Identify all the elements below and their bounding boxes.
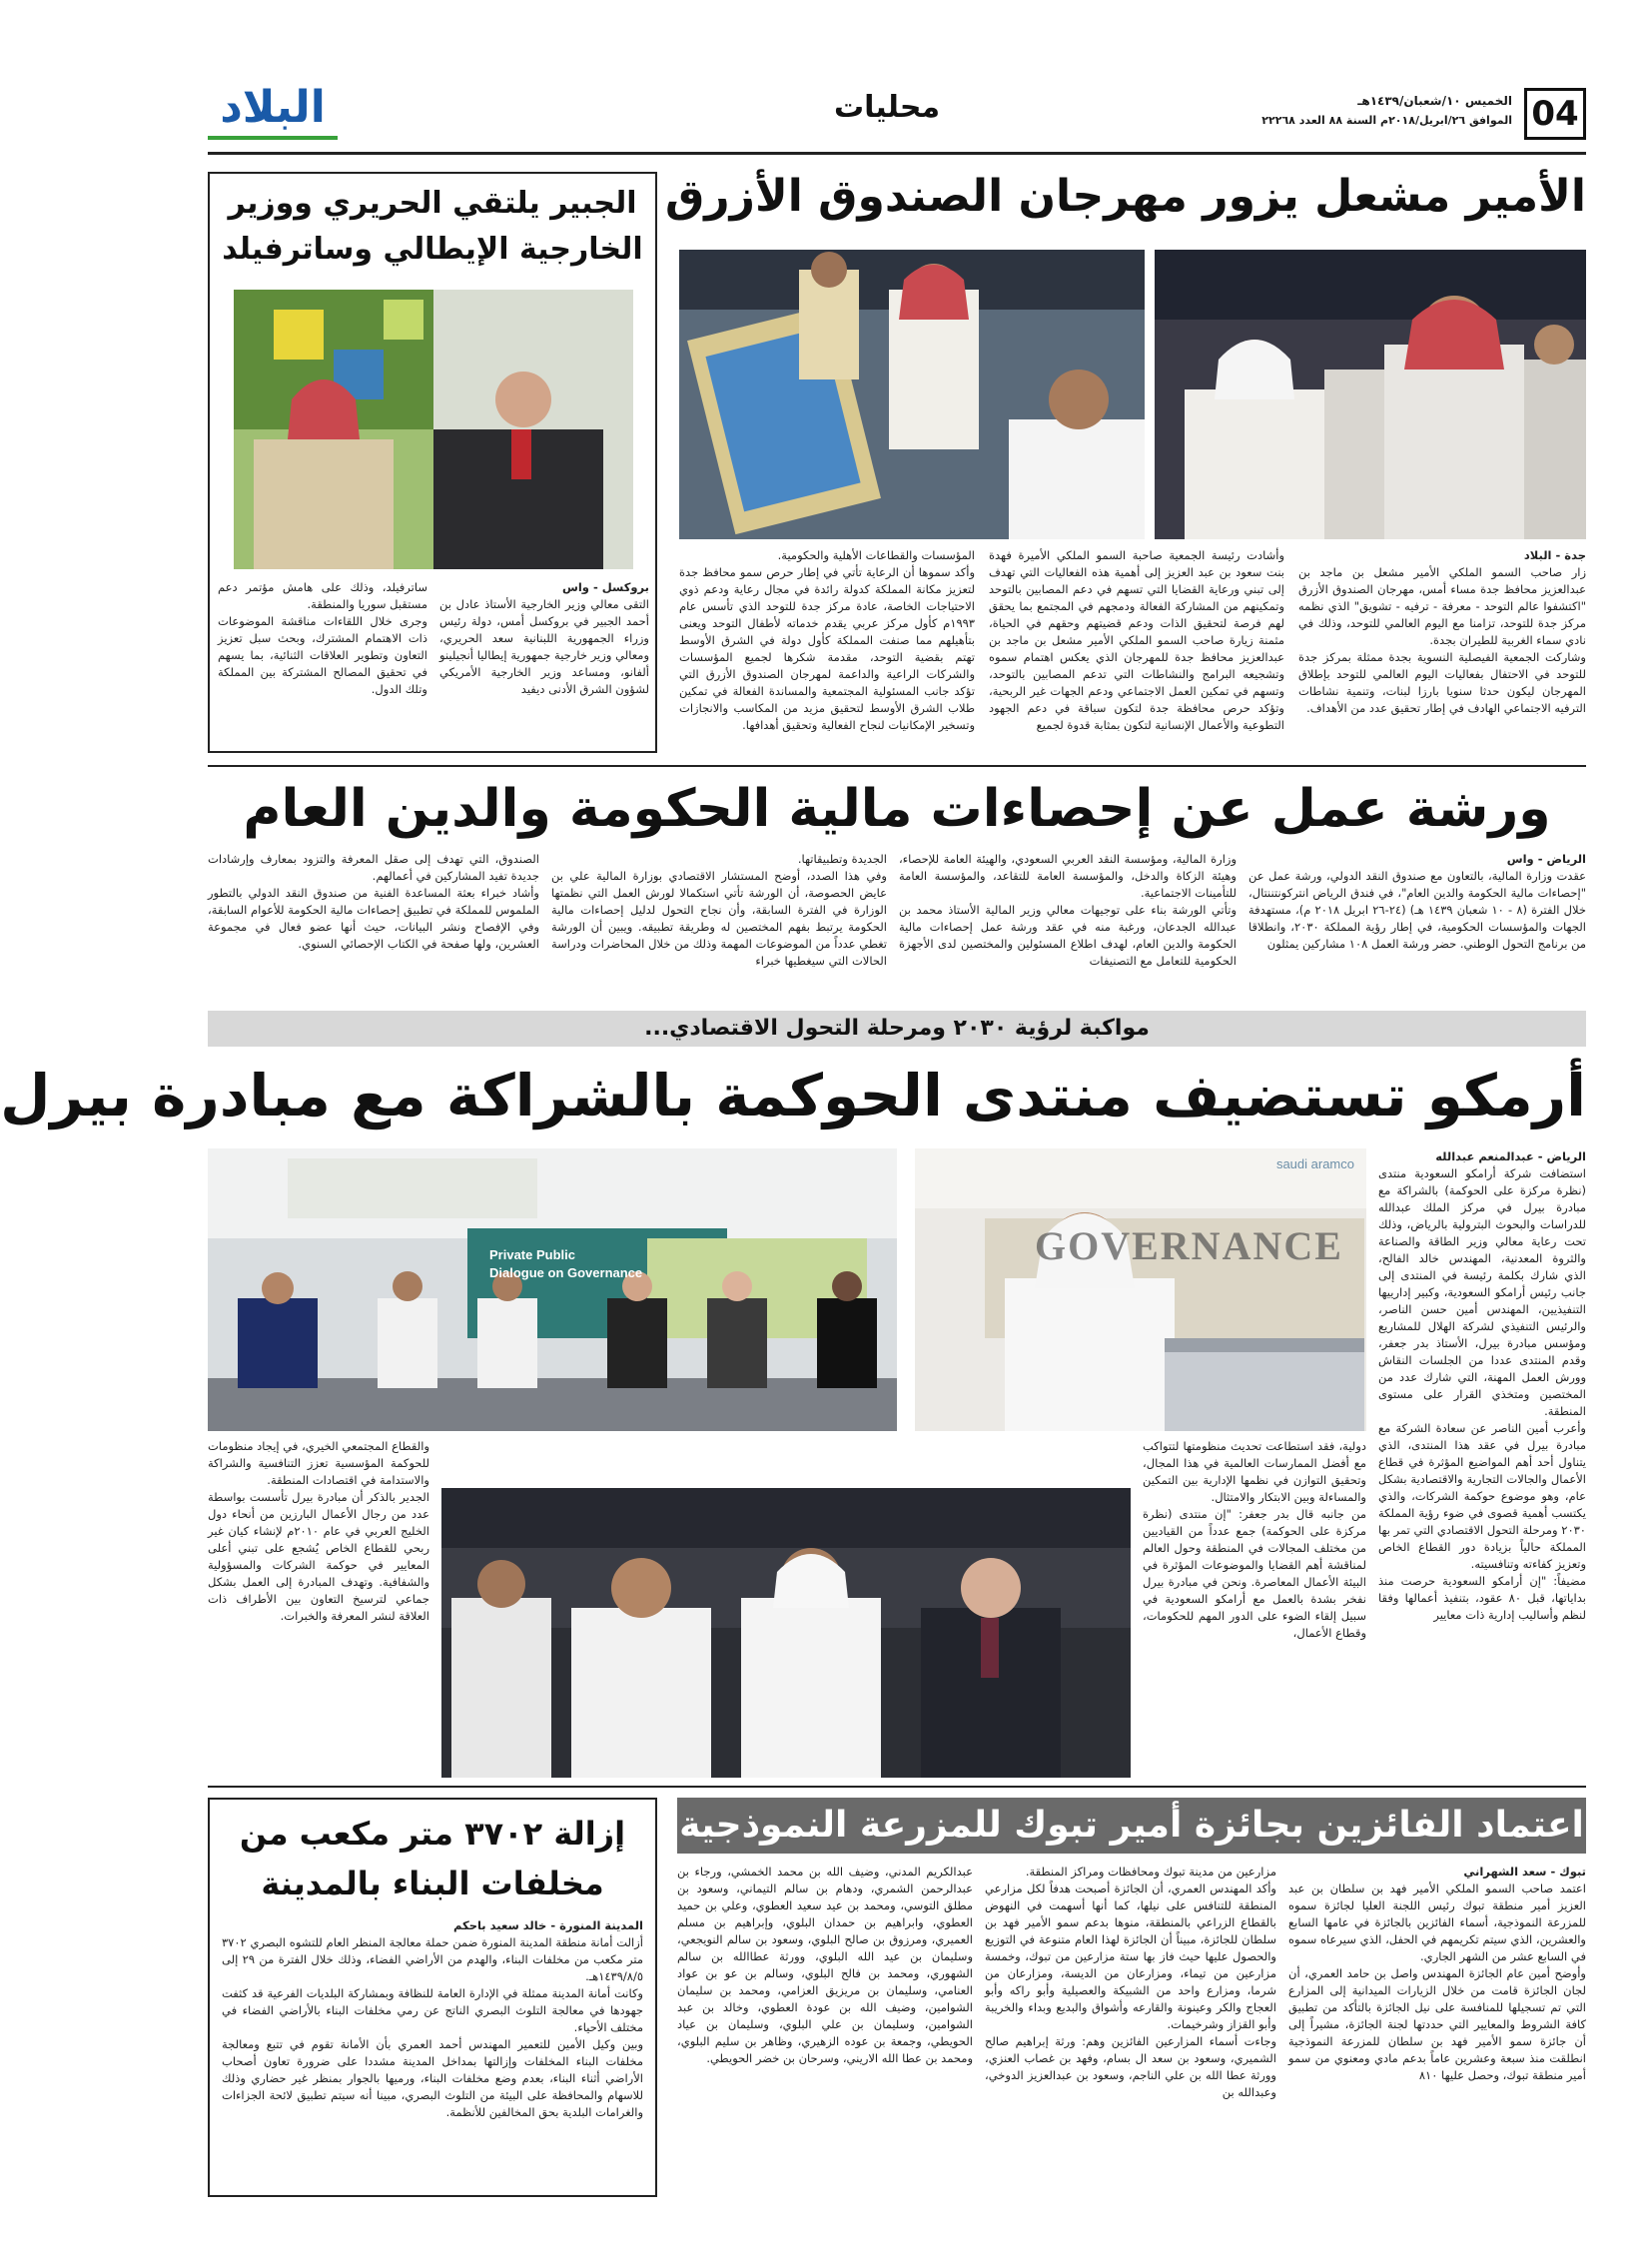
festival-byline: جدة - البلاد	[1523, 548, 1586, 562]
festival-col-3: المؤسسات والقطاعات الأهلية والحكومية. وأكد سموها أن الرعاية تأتي في إطار حرص سمو محافظ جدة لتعزيز مكانة المملكة كدولة رائدة في مجال رعاية ودعم ذوي الاحتياجات الخاصة، عادة مركز جدة للتوحد الذي تأسس عام ١٩٩٣م كأول مركز عربي يقدم خدماته لأطفال التوحد ويعنى بتأهيلهم مما صنفت المملكة كأول دولة في الشرق الأوسط تهتم بقضية التوحد، مقدمة شكرها لجميع المؤسسات والشركات الراعية والداعمة لمهرجان الصندوق الأزرق التي تؤكد جانب المسئولية المجتمعية والمساندة الفعالة في تمكين طلاب الشرق الأوسط لتحقيق مزيد من المكاسب والانجازات وتسخير الإمكانيات لنجاح الفعالية وتحقيق أهدافها.	[679, 548, 975, 732]
photo-painting-activity	[679, 250, 1145, 539]
masthead	[208, 80, 1586, 150]
jubeir-col-1	[439, 579, 649, 744]
date-line-2: الموافق ٢٦/ابريل/٢٠١٨م السنة ٨٨ العدد ٢٢٢٦٨	[1261, 114, 1512, 127]
workshop-text-1: عقدت وزارة المالية، بالتعاون مع صندوق النقد الدولي، ورشة عمل عن "إحصاءات مالية الحكومة والدين العام"، في فندق الرياض انتركونتننتال، خلال الفترة (٨ - ١٠ شعبان ١٤٣٩ هـ) (٢٤-٢٦ ابريل ٢٠١٨ م)، مستهدفة الجهات والمؤسسات الحكومية، في إطار رؤية المملكة ٢٠٣٠، وانطلاقا من برنامج التحول الوطني. حضر ورشة العمل ١٠٨ مشاركين يمثلون	[1248, 869, 1586, 951]
tabuk-byline: تبوك - سعد الشهراني	[1463, 1865, 1586, 1878]
panel-sign-line-1: Private Public	[489, 1247, 575, 1262]
page-number-box	[1524, 88, 1586, 140]
festival-text-1: زار صاحب السمو الملكي الأمير مشعل بن ماجد بن عبدالعزيز محافظ جدة مساء أمس، مهرجان الصندوق الأزرق "اكتشفوا عالم التوحد - معرفة - ترفيه - تشويق" الذي نظمه مركز جدة للتوحد، تزامنا مع اليوم العالمي للتوحد، وذلك في نادي سماء الغربية للطيران بجدة. وشاركت الجمعية الفيصلية النسوية بجدة ممثلة بمركز جدة للتوحد في الاحتفال بفعاليات اليوم العالمي للتوحد بإطلاق المهرجان ليكون حدثا سنويا بارزا لبنات، وتنمية نشاطات الترفيه الاجتماعي الهادف في إطار تحقيق عدد من الأهداف.	[1298, 565, 1586, 715]
panel-sign	[489, 1246, 719, 1282]
photo-minister-podium	[915, 1148, 1366, 1431]
festival-col-2: وأشادت رئيسة الجمعية صاحبة السمو الملكي الأميرة فهدة بنت سعود بن عبد العزيز إلى أهمية هذه الفعاليات التي تهدف إلى تبني ورعاية القضايا التي تسهم في دعم المصابين بالتوحد وتمكينهم من المشاركة الفعالة ودمجهم في المجتمع بما يحقق لهم فرصة لتحقيق الذات ودعم قضيتهم وحقهم في الحياة، مثمنة زيارة صاحب السمو الملكي الأمير مشعل بن ماجد بن عبدالعزيز محافظ جدة للمهرجان الذي يعكس اهتمام سموه وتشجيعه البرامج والنشاطات التي تدعم المصابين بالتوحد، وتسهم في تمكين العمل الاجتماعي ودعم الجهات غير الربحية، وتؤكد حرص محافظة جدة لتكون سباقة في دعم الجهود التطوعية والأعمال الإنسانية لتكون بمثابة قدوة لجميع	[989, 548, 1284, 732]
section-title: محليات	[833, 90, 941, 125]
logo-text: البلاد	[220, 82, 326, 133]
masthead-rule	[208, 152, 1586, 155]
aramco-byline: الرياض - عبدالمنعم عبدالله	[1435, 1149, 1586, 1163]
aramco-banner-logo: saudi aramco	[1275, 1156, 1354, 1171]
aramco-col-2: دولية، فقد استطاعت تحديث منظومتها لتتواكب مع أفضل الممارسات العالمية في هذا المجال، وتحقيق التوازن في نظمها الإدارية بين التمكين والمساءلة وبين الابتكار والامتثال. من جانبه قال بدر جعفر: "إن منتدى (نظرة مركزة على الحوكمة) جمع عدداً من القياديين من مختلف المجالات في المنطقة وحول العالم لمناقشة أهم القضايا والموضوعات المؤثرة في البيئة الأعمال المعاصرة. ونحن في مبادرة بيرل نفخر بشدة بالعمل مع أرامكو السعودية في سبيل إلقاء الضوء على الدور المهم للحكومات، وقطاع الأعمال،	[1143, 1439, 1366, 1640]
tabuk-col-3: عبدالكريم المدني، وضيف الله بن محمد الخمشي، ورجاء بن عبدالرحمن الشمري، ودهام بن سالم التيماني، وسعود بن مطلق التوسي، ومحمد بن عيد سعيد العطوي، وعلي بن حميد العطوي، وابراهيم بن حمدان البلوي، وإبراهيم بن مسلم العميري، ومرزوق بن صالح البلوي، وسعود بن سالم النويجعي، وسليمان بن عيد الله البلوي، وورثة عطاالله بن سالم الشهوري، ومحمد بن فالح البلوي، وسالم بن عو بن عواد العنامي، وسليمان بن مريزيق العزامي، ومحمد بن سليمان الشوامين، وضيف الله بن عودة العطوي، وخالد بن عبد الشوامين، وسليمان بن علي البلوي، وسليمان بن عياد الحويطي، وجمعة بن عوده الزهيري، وظاهر بن سليم البلوي، ومحمد بن عطا الله الاريني، وسرحان بن خضر الحويطي.	[677, 1865, 973, 2065]
festival-headline: الأمير مشعل يزور مهرجان الصندوق الأزرق	[664, 171, 1586, 222]
tabuk-headline: اعتماد الفائزين بجائزة أمير تبوك للمزرعة النموذجية	[679, 1805, 1584, 1846]
logo-underline	[208, 136, 338, 140]
panel-sign-line-2: Dialogue on Governance	[489, 1265, 643, 1280]
jubeir-text-1: التقى معالي وزير الخارجية الأستاذ عادل بن أحمد الجبير في بروكسل أمس، دولة رئيس وزراء الجمهورية اللبنانية سعد الحريري، ومعالي وزير خارجية جمهورية إيطاليا أنجيلينو ألفانو، ومساعد وزير الخارجية الأمريكي لشؤون الشرق الأدنى ديفيد	[439, 597, 649, 696]
aramco-text-1: استضافت شركة أرامكو السعودية منتدى (نظرة مركزة على الحوكمة) بالشراكة مع مبادرة بيرل في مركز الملك عبدالله للدراسات والبحوث البترولية بالرياض، وذلك تحت رعاية معالي وزير الطاقة والصناعة والثروة المعدنية، المهندس خالد الفالح، الذي شارك بكلمة رئيسة في المنتدى إلى جانب رئيس أرامكو السعودية، وكبير إدارييها التنفيذيين، المهندس أمين حسن الناصر، والرئيس التنفيذي لشركة الهلال للمشاريع ومؤسس مبادرة بيرل، الأستاذ بدر جعفر، وقدم المنتدى عددا من الجلسات النقاش وورش العمل المهنة، التي شارك عدد من المختصين ومتخذي القرار على مستوى المنطقة. وأعرب أمين الناصر عن سعادة الشركة مع مبادرة بيرل في عقد هذا المنتدى، الذي يتناول أحد أهم المواضيع المؤثرة في قطاع الأعمال والجالات التجارية والاقتصادية بشكل عام، وهو موضوع حوكمة الشركات، والذي يكتسب أهمية قصوى في ضوء رؤية المملكة ٢٠٣٠ ومرحلة التحول الاقتصادي التي تمر بها المملكة حالياً بزيادة دور القطاع الخاص وتعزيز كفاءته وتنافسيته. مضيفاً: "إن أرامكو السعودية حرصت منذ بداياتها، قبل ٨٠ عقود، بتنفيذ أعمالها وفقا لنظم وأساليب إدارية ذات معايير	[1378, 1166, 1586, 1622]
debris-col-1	[222, 1917, 643, 2189]
jubeir-col-2: ساترفيلد، وذلك على هامش مؤتمر دعم مستقبل سوريا والمنطقة. وجرى خلال اللقاءات مناقشة الموضوعات ذات الاهتمام المشترك، وبحث سبل تعزيز التعاون وتطوير العلاقات الثنائية، بما يسهم في تحقيق المصالح المشتركة بين المملكة وتلك الدول.	[218, 580, 427, 696]
tabuk-text-1: اعتمد صاحب السمو الملكي الأمير فهد بن سلطان بن عبد العزيز أمير منطقة تبوك رئيس اللجنة العليا لجائزة سموه للمزرعة النموذجية، أسماء الفائزين بالجائزة في عامها السابع والعشرين، الذي سيتم تكريمهم في الحفل، الذي سيرعاه سموه في السابع عشر من الشهر الجاري. وأوضح أمين عام الجائزة المهندس واصل بن حامد العمري، أن لجان الجائزة قامت من خلال الزيارات الميدانية إلى المزارع التي تم تسجيلها للمنافسة على نيل الجائزة بالتأكد من تطبيق كافة الشروط والمعايير التي حددتها لجنة الجائزة، مشيراً إلى أن جائزة سمو الأمير فهد بن سلطان للمزرعة النموذجية انطلقت منذ سبعة وعشرين عاماً بدعم مادي ومعنوي من سمو أمير منطقة تبوك، وحصل عليها ٨١٠	[1288, 1881, 1586, 2082]
debris-byline: المدينة المنورة - خالد سعيد باحكم	[452, 1918, 643, 1932]
podium-sign: GOVERNANCE	[1035, 1223, 1343, 1268]
photo-jubeir-meeting	[234, 290, 633, 569]
aramco-col-1	[1378, 1148, 1586, 1776]
workshop-col-4: الصندوق، التي تهدف إلى صقل المعرفة والتزود بمعارف وإرشادات جديدة تفيد المشاركين في أعمالهم. وأشاد خبراء بعثة المساعدة الفنية من صندوق النقد الدولي بالتطور الملموس للمملكة في تطبيق إحصاءات مالية الحكومة للأعوام السابقة، وفي الإفصاح ونشر البيانات، حيث أنها عضو فعال في مجموعة العشرين، ولها صفحة في الكتاب الإحصائي السنوي.	[208, 852, 539, 951]
jubeir-headline-1: الجبير يلتقي الحريري ووزير	[228, 186, 637, 221]
divider-2	[208, 1786, 1586, 1788]
workshop-col-1	[1248, 851, 1586, 1001]
debris-headline-2: مخلفات البناء بالمدينة	[261, 1865, 604, 1902]
workshop-col-3: الجديدة وتطبيقاتها. وفي هذا الصدد، أوضح المستشار الاقتصادي بوزارة المالية علي بن عايض الحصوصة، أن الورشة تأتي استكمالا لورش العمل التي نظمتها الوزارة في الفترة السابقة، وأن نجاح التحول لدليل إحصاءات مالية الحكومة يرتبط بفهم المختصين له وطريقة تطبيقه. ويبين أن الورشة تغطي عدداً من الموضوعات المهمة وذلك من خلال المحاضرات ودراسة الحالات التي سيغطيها خبراء	[551, 852, 887, 968]
divider-1	[208, 765, 1586, 767]
workshop-headline: ورشة عمل عن إحصاءات مالية الحكومة والدين العام	[243, 779, 1551, 839]
photo-panel-discussion	[208, 1148, 897, 1431]
photo-prince-visit	[1155, 250, 1586, 539]
jubeir-byline: بروكسل - واس	[561, 580, 649, 594]
aramco-headline: أرمكو تستضيف منتدى الحوكمة بالشراكة مع مبادرة بيرل	[0, 1062, 1586, 1129]
aramco-kicker: مواكبة لرؤية ٢٠٣٠ ومرحلة التحول الاقتصادي...	[644, 1016, 1150, 1041]
tabuk-col-2: مزارعين من مدينة تبوك ومحافظات ومراكز المنطقة. وأكد المهندس العمري، أن الجائزة أصبحت هدفاً لكل مزارعي المنطقة للتنافس على نيلها، كما أنها أسهمت في النهوض بالقطاع الزراعي بالمنطقة، منوها بدعم سمو الأمير فهد بن سلطان للجائزة، مبيناً أن الجائزة لهذا العام متنوعة في التوزيع والحصول عليها حيث فاز بها ستة مزارعين من تبوك، وخمسة مزارعين من تيماء، ومزارعان من الديسة، ومزارعان من شرما، ومزارع واحد من الشبيكة والعصيلية وأبو راكه وأبو العجاج والكر وعينونة والقارعه وأشواق والبديع وبداء والخريبة وأبو القزاز وشرخيمات. وجاءت أسماء المزارعين الفائزين وهم: ورثة إبراهيم صالح الشميري، وسعود بن سعد ال بسام، وفهد بن غصاب العنزي، وورثة عطا الله بن علي الناجم، وسعود بن عبدالعزيز الدوخي، وعبدالله بن	[985, 1865, 1276, 2099]
jubeir-headline-2: الخارجية الإيطالي وساترفيلد	[222, 232, 643, 267]
page-number: 04	[1531, 94, 1579, 134]
newspaper-logo	[208, 80, 338, 142]
photo-audience	[441, 1488, 1131, 1778]
workshop-col-2: وزارة المالية، ومؤسسة النقد العربي السعودي، والهيئة العامة للإحصاء، وهيئة الزكاة والدخل، والمؤسسة العامة للتقاعد، والمؤسسة العامة للتأمينات الاجتماعية. وتأتي الورشة بناء على توجيهات معالي وزير المالية الأستاذ محمد بن عبدالله الجدعان، ورغبة منه في عقد ورشة عمل إحصاءات مالية الحكومة والدين العام، لهدف اطلاع المسئولين والمختصين لدى الأجهزة الحكومية للتعامل مع التصنيفات	[899, 852, 1237, 968]
festival-col-1	[1298, 547, 1586, 752]
tabuk-col-1	[1288, 1864, 1586, 2193]
date-line-1: الخميس ١٠/شعبان/١٤٣٩هـ	[1357, 94, 1512, 108]
debris-headline-1: إزالة ٣٧٠٢ متر مكعب من	[239, 1815, 626, 1853]
workshop-byline: الرياض - واس	[1506, 852, 1586, 866]
debris-text-1: أزالت أمانة منطقة المدينة المنورة ضمن حملة معالجة المنظر العام للتشوه البصري ٣٧٠٢ متر مكعب من مخلفات البناء، والهدم من الأراضي الفضاء، وذلك خلال الفترة من ٢٩ إلى ١٤٣٩/٨/٥هـ. وكانت أمانة المدينة ممثلة في الإدارة العامة للنظافة وبمشاركة البلديات الفرعية قد كثفت جهودها في معالجة التلوث البصري الناتج عن رمي مخلفات البناء بالأراضي الفضاء في مختلف الأحياء. وبين وكيل الأمين للتعمير المهندس أحمد العمري بأن الأمانة تقوم في تتبع ومعالجة مخلفات البناء المخلفات وإزالتها بمداخل المدينة مشددا على ضرورة تعاون أصحاب الأراضي أثناء البناء، بعدم وضع مخلفات البناء، ورميها بالجوار بمنظر غير حضاري وذلك للاسهام والمحافظة على البيئة من التلوث البصري، مبينا أنه سيتم تطبيق لائحة الجزاءات والغرامات البلدية بحق المخالفين للأنظمة.	[222, 1935, 643, 2119]
aramco-col-3: والقطاع المجتمعي الخيري، في إيجاد منظومات للحوكمة المؤسسية تعزز التنافسية والشراكة والاستدامة في اقتصادات المنطقة. الجدير بالذكر أن مبادرة بيرل تأسست بواسطة عدد من رجال الأعمال البارزين من أنحاء دول الخليج العربي في عام ٢٠١٠م لإنشاء كيان غير ربحي للقطاع الخاص يُشجع على تبني أعلى المعايير في حوكمة الشركات والمسؤولية والشفافية. وتهدف المبادرة إلى العمل بشكل جماعي لترسيخ التعاون بين الأطراف ذات العلاقة لنشر المعرفة والخبرات.	[208, 1439, 429, 1623]
